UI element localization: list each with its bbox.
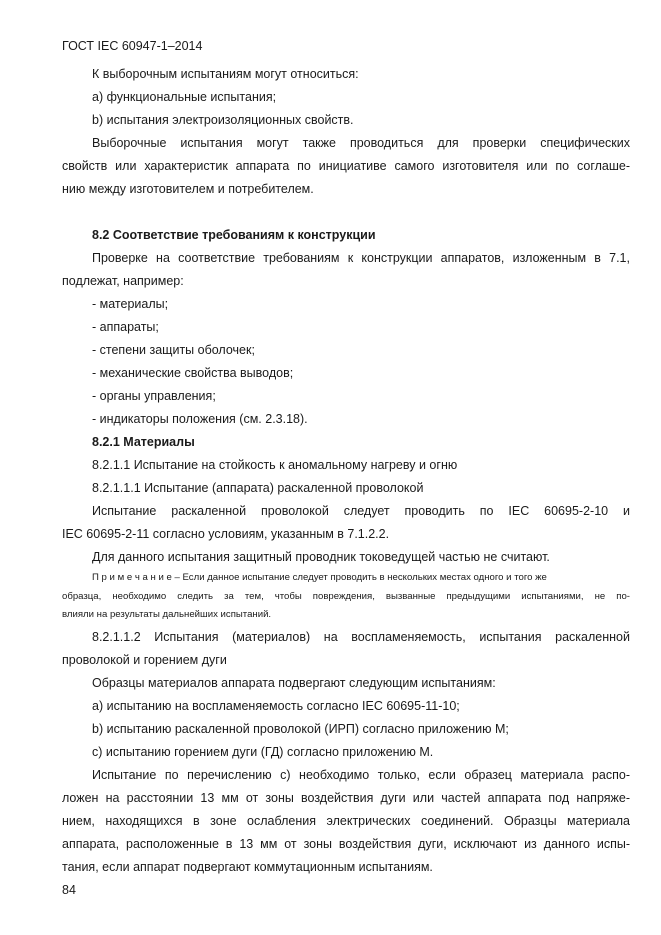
flammability-intro: Образцы материалов аппарата подвергают следующим испытаниям: (92, 676, 496, 690)
note-line2: образца, необходимо следить за тем, чтобы повреждения, вызванные предыдущими испытаниями, не по- (62, 591, 630, 602)
sample-para-line2: свойств или характеристик аппарата по инициативе самого изготовителя или по соглаше- (62, 159, 630, 173)
section-heading-8-2-1: 8.2.1 Материалы (92, 435, 195, 449)
arc-para-line2: ложен на расстоянии 13 мм от зоны воздействия дуги или частей аппарата под напряже- (62, 791, 630, 805)
test-para-line3: Для данного испытания защитный проводник токоведущей частью не считают. (92, 550, 550, 564)
subsection-8-2-1-1-2-line2: проволокой и горением дуги (62, 653, 227, 667)
list-item: - степени защиты оболочек; (92, 343, 255, 357)
arc-para-line5: тания, если аппарат подвергают коммутационным испытаниям. (62, 860, 433, 874)
arc-para-line1: Испытание по перечислению с) необходимо только, если образец материала распо- (92, 768, 630, 782)
list-item: - органы управления; (92, 389, 216, 403)
sample-item-b: b) испытания электроизоляционных свойств. (92, 113, 354, 127)
s82-para-line2: подлежат, например: (62, 274, 184, 288)
test-para-line2: IEC 60695-2-11 согласно условиям, указанным в 7.1.2.2. (62, 527, 390, 541)
note-line1: П р и м е ч а н и е – Если данное испытание следует проводить в нескольких местах одного и того же (92, 572, 547, 583)
subsection-8-2-1-1-2-line1: 8.2.1.1.2 Испытания (материалов) на воспламеняемость, испытания раскаленной (92, 630, 630, 644)
arc-para-line4: аппарата, расположенные в 13 мм от зоны воздействия дуги, исключают из данного испы- (62, 837, 630, 851)
flammability-item-b: b) испытанию раскаленной проволокой (ИРП) согласно приложению M; (92, 722, 509, 736)
list-item: - аппараты; (92, 320, 159, 334)
list-item: - индикаторы положения (см. 2.3.18). (92, 412, 308, 426)
sample-para-line3: нию между изготовителем и потребителем. (62, 182, 314, 196)
list-item: - материалы; (92, 297, 169, 311)
list-item: - механические свойства выводов; (92, 366, 294, 380)
test-para-line1: Испытание раскаленной проволокой следует проводить по IEC 60695-2-10 и (92, 504, 630, 518)
section-heading-8-2: 8.2 Соответствие требованиям к конструкции (92, 228, 376, 242)
flammability-item-a: a) испытанию на воспламеняемость согласно IEC 60695-11-10; (92, 699, 460, 713)
page-number: 84 (62, 883, 76, 897)
flammability-item-c: c) испытанию горением дуги (ГД) согласно приложению M. (92, 745, 434, 759)
note-line3: влияли на результаты дальнейших испытаний. (62, 609, 272, 620)
sample-item-a: a) функциональные испытания; (92, 90, 277, 104)
subsection-8-2-1-1: 8.2.1.1 Испытание на стойкость к аномальному нагреву и огню (92, 458, 458, 472)
page-header: ГОСТ IEC 60947-1–2014 (62, 39, 203, 53)
subsection-8-2-1-1-1: 8.2.1.1.1 Испытание (аппарата) раскаленной проволокой (92, 481, 424, 495)
s82-para-line1: Проверке на соответствие требованиям к конструкции аппаратов, изложенным в 7.1, (92, 251, 630, 265)
sample-intro: К выборочным испытаниям могут относиться: (92, 67, 359, 81)
sample-para-line1: Выборочные испытания могут также проводиться для проверки специфических (92, 136, 630, 150)
arc-para-line3: нием, находящихся в зоне ослабления электрических соединений. Образцы материала (62, 814, 630, 828)
